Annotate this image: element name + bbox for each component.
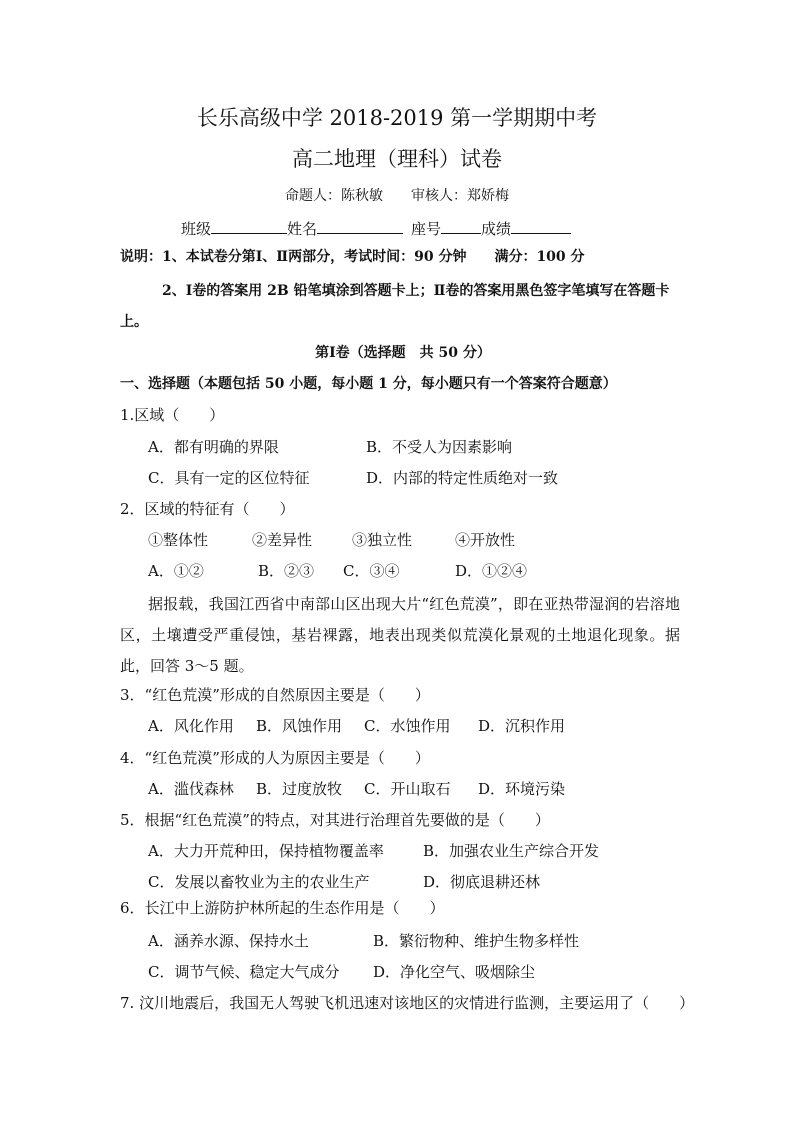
q1-option-c[interactable]: C．具有一定的区位特征 <box>148 469 310 487</box>
q1-option-b[interactable]: B．不受人为因素影响 <box>366 438 513 456</box>
q3-option-c[interactable]: C．水蚀作用 <box>364 717 451 735</box>
q6-option-d[interactable]: D．净化空气、吸烟除尘 <box>373 963 536 981</box>
authors-line: 命题人：陈秋敏 审核人：郑娇梅 <box>285 188 509 204</box>
section-heading: 一、选择题（本题包括 50 小题，每小题 1 分，每小题只有一个答案符合题意） <box>120 376 617 392</box>
question-5-stem: 5．根据“红色荒漠”的特点，对其进行治理首先要做的是（ ） <box>120 811 550 829</box>
seat-blank[interactable] <box>441 217 481 234</box>
question-1-stem: 1.区域（ ） <box>120 406 225 424</box>
q2-option-c[interactable]: C．③④ <box>343 562 400 580</box>
question-2-stem: 2．区域的特征有（ ） <box>120 500 295 518</box>
exam-title: 长乐高级中学 2018-2019 第一学期期中考 <box>196 106 598 130</box>
class-blank[interactable] <box>211 217 287 234</box>
q4-option-a[interactable]: A．滥伐森林 <box>148 780 234 798</box>
q5-option-d[interactable]: D．彻底退耕还林 <box>423 873 541 891</box>
q2-item-4: ④开放性 <box>455 531 516 549</box>
q1-option-a[interactable]: A．都有明确的界限 <box>148 438 279 456</box>
q4-option-c[interactable]: C．开山取石 <box>364 780 451 798</box>
q2-item-2: ②差异性 <box>252 531 313 549</box>
q1-option-d[interactable]: D．内部的特定性质绝对一致 <box>366 469 559 487</box>
q6-option-a[interactable]: A．涵养水源、保持水土 <box>148 932 309 950</box>
instruction-1: 说明：1、本试卷分第Ⅰ、Ⅱ两部分，考试时间：90 分钟 满分：100 分 <box>120 249 585 265</box>
instruction-3: 上。 <box>120 314 148 330</box>
q3-option-b[interactable]: B．风蚀作用 <box>256 717 343 735</box>
class-label: 班级 <box>181 220 212 238</box>
q5-option-a[interactable]: A．大力开荒种田，保持植物覆盖率 <box>148 842 384 860</box>
question-7-stem: 7. 汶川地震后，我国无人驾驶飞机迅速对该地区的灾情进行监测，主要运用了（ ） <box>120 994 695 1012</box>
score-label: 成绩 <box>481 220 512 238</box>
q3-option-d[interactable]: D．沉积作用 <box>478 717 566 735</box>
q2-item-3: ③独立性 <box>352 531 413 549</box>
q5-option-b[interactable]: B．加强农业生产综合开发 <box>423 842 600 860</box>
q4-option-d[interactable]: D．环境污染 <box>478 780 566 798</box>
q2-option-d[interactable]: D．①②④ <box>455 562 528 580</box>
question-6-stem: 6．长江中上游防护林所起的生态作用是（ ） <box>120 899 445 917</box>
q2-option-b[interactable]: B．②③ <box>258 562 315 580</box>
question-4-stem: 4．“红色荒漠”形成的人为原因主要是（ ） <box>120 749 430 767</box>
name-label: 姓名 <box>287 220 318 238</box>
score-blank[interactable] <box>511 217 571 234</box>
q6-option-c[interactable]: C．调节气候、稳定大气成分 <box>148 963 340 981</box>
section-title: 第Ⅰ卷（选择题 共 50 分） <box>315 345 491 361</box>
name-blank[interactable] <box>317 217 403 234</box>
q4-option-b[interactable]: B．过度放牧 <box>256 780 343 798</box>
instruction-2: 2、Ⅰ卷的答案用 2B 铅笔填涂到答题卡上；Ⅱ卷的答案用黑色签字笔填写在答题卡 <box>162 283 670 299</box>
q5-option-c[interactable]: C．发展以畜牧业为主的农业生产 <box>148 873 370 891</box>
q6-option-b[interactable]: B．繁衍物种、维护生物多样性 <box>373 932 580 950</box>
student-info-line <box>181 217 571 239</box>
question-3-stem: 3．“红色荒漠”形成的自然原因主要是（ ） <box>120 686 430 704</box>
q3-option-a[interactable]: A．风化作用 <box>148 717 234 735</box>
q2-item-1: ①整体性 <box>148 531 209 549</box>
exam-subtitle: 高二地理（理科）试卷 <box>292 147 502 171</box>
reading-passage: 据报载，我国江西省中南部山区出现大片“红色荒漠”，即在亚热带湿润的岩溶地区，土壤遭受严重侵蚀，基岩裸露，地表出现类似荒漠化景观的土地退化现象。据此，回答 3～5 题。 <box>120 595 680 675</box>
q2-option-a[interactable]: A．①② <box>148 562 204 580</box>
seat-label: 座号 <box>411 220 442 238</box>
